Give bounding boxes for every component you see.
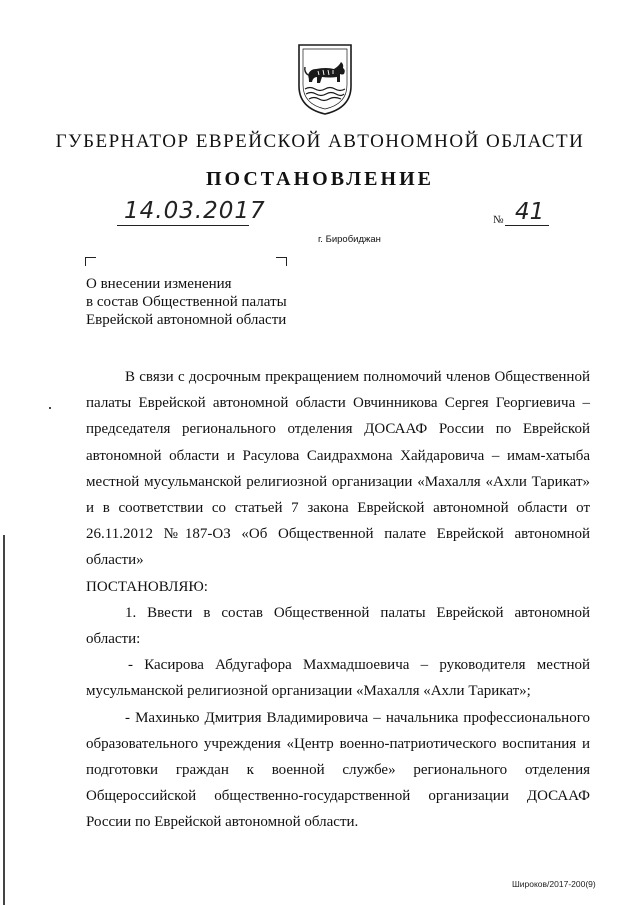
document-number: 41 <box>515 199 545 225</box>
subject-line: в состав Общественной палаты <box>86 294 287 310</box>
preamble-paragraph: В связи с досрочным прекращением полномочий членов Общественной палаты Еврейской автономной области Овчинникова Сергея Георгиевича – председателя регионального отделения ДОСААФ России по Еврейской автономной области и Расулова Саидрахмона Хайдаровича – имам-хатыба местной мусульманской религиозной организации «Махалля «Ахли Тарикат» и в соответствии со статьей 7 закона Еврейской автономной области от 26.11.2012 №187-ОЗ «Об Общественной палате Еврейской автономной области» <box>86 369 590 569</box>
coat-of-arms-icon <box>296 42 354 116</box>
subject-corner-left <box>85 257 96 266</box>
point-1: 1. Ввести в состав Общественной палаты Еврейской автономной области: <box>86 604 590 648</box>
document-date: 14.03.2017 <box>124 198 266 224</box>
subject-corner-right <box>276 257 287 266</box>
footer-code: Широков/2017-200(9) <box>512 879 596 889</box>
document-body <box>86 364 590 836</box>
document-type: ПОСТАНОВЛЕНИЕ <box>206 168 434 190</box>
header-title: ГУБЕРНАТОР ЕВРЕЙСКОЙ АВТОНОМНОЙ ОБЛАСТИ <box>55 131 585 152</box>
decree-word: ПОСТАНОВЛЯЮ: <box>86 578 208 595</box>
number-prefix: № <box>493 214 504 226</box>
list-item: - Касирова Абдугафора Махмадшоевича – руководителя местной мусульманской религиозной организации «Махалля «Ахли Тарикат»; <box>86 657 590 700</box>
number-underline <box>505 225 549 226</box>
subject-block <box>86 275 287 329</box>
subject-line: О внесении изменения <box>86 276 232 292</box>
scan-edge-line <box>3 535 5 905</box>
subject-line: Еврейской автономной области <box>86 312 287 328</box>
city-name: г. Биробиджан <box>318 234 381 245</box>
list-item: - Махинько Дмитрия Владимировича – начальника профессионального образовательного учреждения «Центр военно-патриотического воспитания и подготовки граждан к военной службе» регионального отделения Общероссийской общественно-государственной организации ДОСААФ России по Еврейской автономной области. <box>86 709 590 831</box>
scan-mark <box>49 407 51 409</box>
date-underline <box>117 225 249 226</box>
